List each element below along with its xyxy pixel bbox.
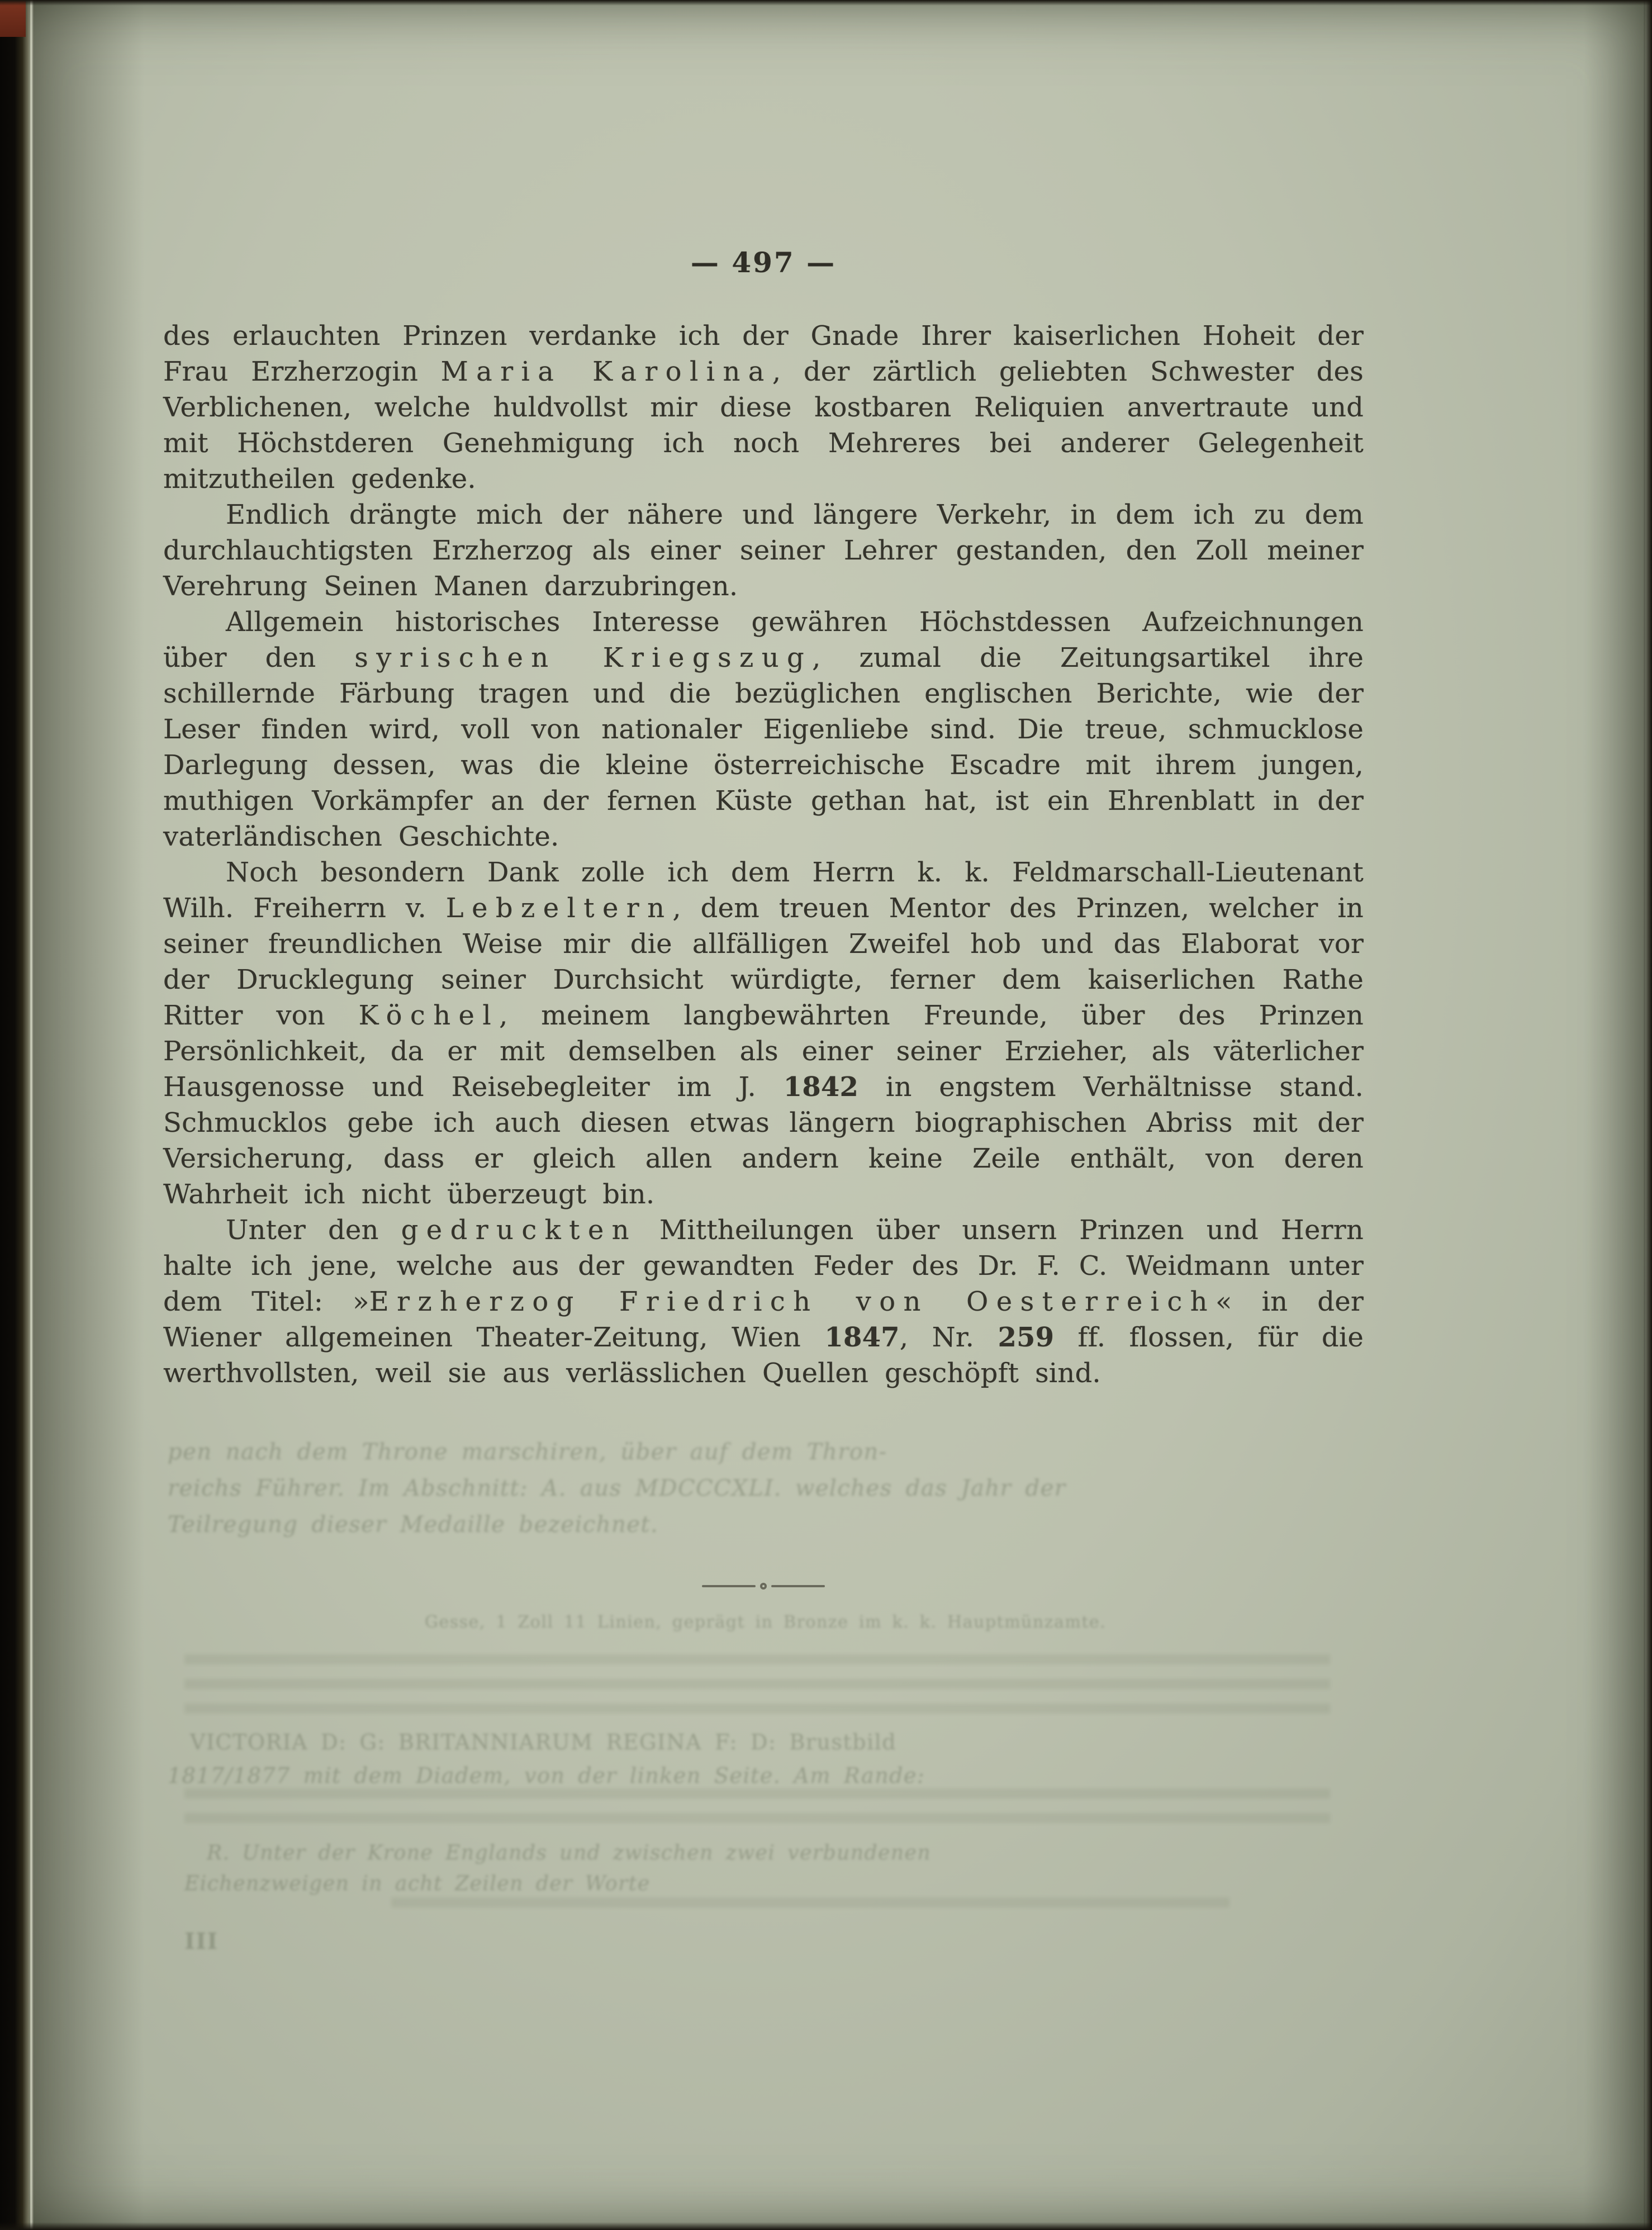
scan-edge-right xyxy=(1643,0,1652,2230)
text-run: Maria Karolina xyxy=(440,356,772,387)
paragraph xyxy=(163,855,1364,1212)
bleedthrough-smudge xyxy=(184,1654,1330,1717)
text-run: , dem treuen Mentor des Prinzen, welcher in seiner freundlichen Weise mir die allfälligen Zweifel hob und das Elaborat vor der Drucklegung seiner Durchsicht würdigte, ferner dem kaiserlichen Rathe Ritter von xyxy=(163,893,1364,1031)
bleedthrough-text-line: R. Unter der Krone Englands und zwischen zwei verbundenen xyxy=(207,1842,932,1864)
page-curl-shadow xyxy=(1584,0,1645,2230)
text-run: , meinem langbewährten Freunde, über des Prinzen Persönlichkeit, da er mit demselben als einer seiner Erzieher, als väterlicher Hausgenosse und Reisebegleiter im J. xyxy=(163,1000,1364,1103)
text-run: 1842 xyxy=(783,1071,859,1103)
divider-rule-right xyxy=(771,1585,825,1587)
bleedthrough-text-line: III xyxy=(184,1928,219,1954)
bleedthrough-smudge xyxy=(184,1788,1330,1829)
divider-ring-icon xyxy=(760,1583,767,1590)
text-run: Allgemein historisches Interesse gewähren Höchstdessen Aufzeichnungen über den xyxy=(163,606,1364,673)
bleedthrough-text-line: VICTORIA D: G: BRITANNIARUM REGINA F: D: Brustbild xyxy=(190,1730,897,1754)
scan-edge-bottom xyxy=(0,2222,1652,2230)
text-run: « in der Wiener allgemeinen Theater-Zeitung, Wien xyxy=(163,1286,1364,1353)
paragraph xyxy=(163,497,1364,604)
body-paragraphs xyxy=(163,318,1364,1391)
scan-edge-top xyxy=(0,0,1652,6)
text-run: , der zärtlich geliebten Schwester des Verblichenen, welche huldvollst mir diese kostbaren Reliquien anvertraute und mit Höchstderen Genehmigung ich noch Mehreres bei anderer Gelegenheit mitzutheilen gedenke. xyxy=(163,356,1364,495)
text-run: , zumal die Zeitungsartikel ihre schillernde Färbung tragen und die bezüglichen englischen Berichte, wie der Leser finden wird, voll von nationaler Eigenliebe sind. Die treue, schmucklose Darlegung dessen, was die kleine österreichische Escadre mit ihrem jungen, muthigen Vorkämpfer an der fernen Küste gethan hat, ist ein Ehrenblatt in der vaterländischen Geschichte. xyxy=(163,642,1364,852)
divider-rule-left xyxy=(702,1585,756,1587)
gutter-shadow xyxy=(32,0,144,2230)
text-run: Mittheilungen über unsern Prinzen und Herrn halte ich jene, welche aus der gewandten Feder des Dr. F. C. Weidmann unter dem Titel: » xyxy=(163,1214,1364,1317)
book-binding-strip xyxy=(0,0,31,2230)
text-column xyxy=(163,246,1364,1391)
text-run: in engstem Verhältnisse stand. Schmucklos gebe ich auch diesen etwas längern biographischen Abriss mit der Versicherung, dass er gleich allen andern keine Zeile enthält, von deren Wahrheit ich nicht überzeugt bin. xyxy=(163,1071,1364,1210)
text-run: Noch besondern Dank zolle ich dem Herrn k. k. Feldmarschall-Lieutenant Wilh. Freiherrn v. xyxy=(163,857,1364,924)
paragraph xyxy=(163,318,1364,497)
bleedthrough-text-line: pen nach dem Throne marschiren, über auf dem Thron- xyxy=(168,1439,887,1465)
text-run: gedruckten xyxy=(401,1214,637,1246)
text-run: 1847 xyxy=(824,1322,900,1353)
text-run: Lebzeltern xyxy=(445,893,673,924)
text-run: des erlauchten Prinzen verdanke ich der Gnade Ihrer kaiserlichen Hoheit der Frau Erzherzogin xyxy=(163,320,1364,387)
bleedthrough-text-line: 1817/1877 mit dem Diadem, von der linken Seite. Am Rande: xyxy=(168,1763,925,1788)
paragraph xyxy=(163,1212,1364,1391)
paragraph xyxy=(163,604,1364,855)
text-run: Köchel xyxy=(358,1000,500,1031)
section-divider-ornament xyxy=(691,1583,836,1590)
page-number-header: — 497 — xyxy=(690,246,837,279)
text-run: ff. flossen, für die werthvollsten, weil sie aus verlässlichen Quellen geschöpft sind. xyxy=(163,1322,1364,1389)
text-run: Erzherzog Friedrich von Oesterreich xyxy=(369,1286,1216,1317)
text-run: 259 xyxy=(998,1322,1055,1353)
bleedthrough-text-line: Eichenzweigen in acht Zeilen der Worte xyxy=(184,1872,651,1895)
bleedthrough-text-line: Teilregung dieser Medaille bezeichnet. xyxy=(168,1512,659,1538)
text-run: syrischen Kriegszug xyxy=(354,642,813,673)
text-run: Unter den xyxy=(226,1214,401,1246)
text-run: , Nr. xyxy=(899,1322,998,1353)
bleedthrough-smudge xyxy=(391,1897,1229,1920)
bleedthrough-text-line: reichs Führer. Im Abschnitt: A. aus MDCCCXLI. welches das Jahr der xyxy=(168,1475,1066,1501)
bleedthrough-text-line: Gesse, 1 Zoll 11 Linien, geprägt in Bronze im k. k. Hauptmünzamte. xyxy=(425,1612,1107,1632)
text-run: Endlich drängte mich der nähere und längere Verkehr, in dem ich zu dem durchlauchtigsten Erzherzog als einer seiner Lehrer gestanden, den Zoll meiner Verehrung Seinen Manen darzubringen. xyxy=(163,499,1364,602)
